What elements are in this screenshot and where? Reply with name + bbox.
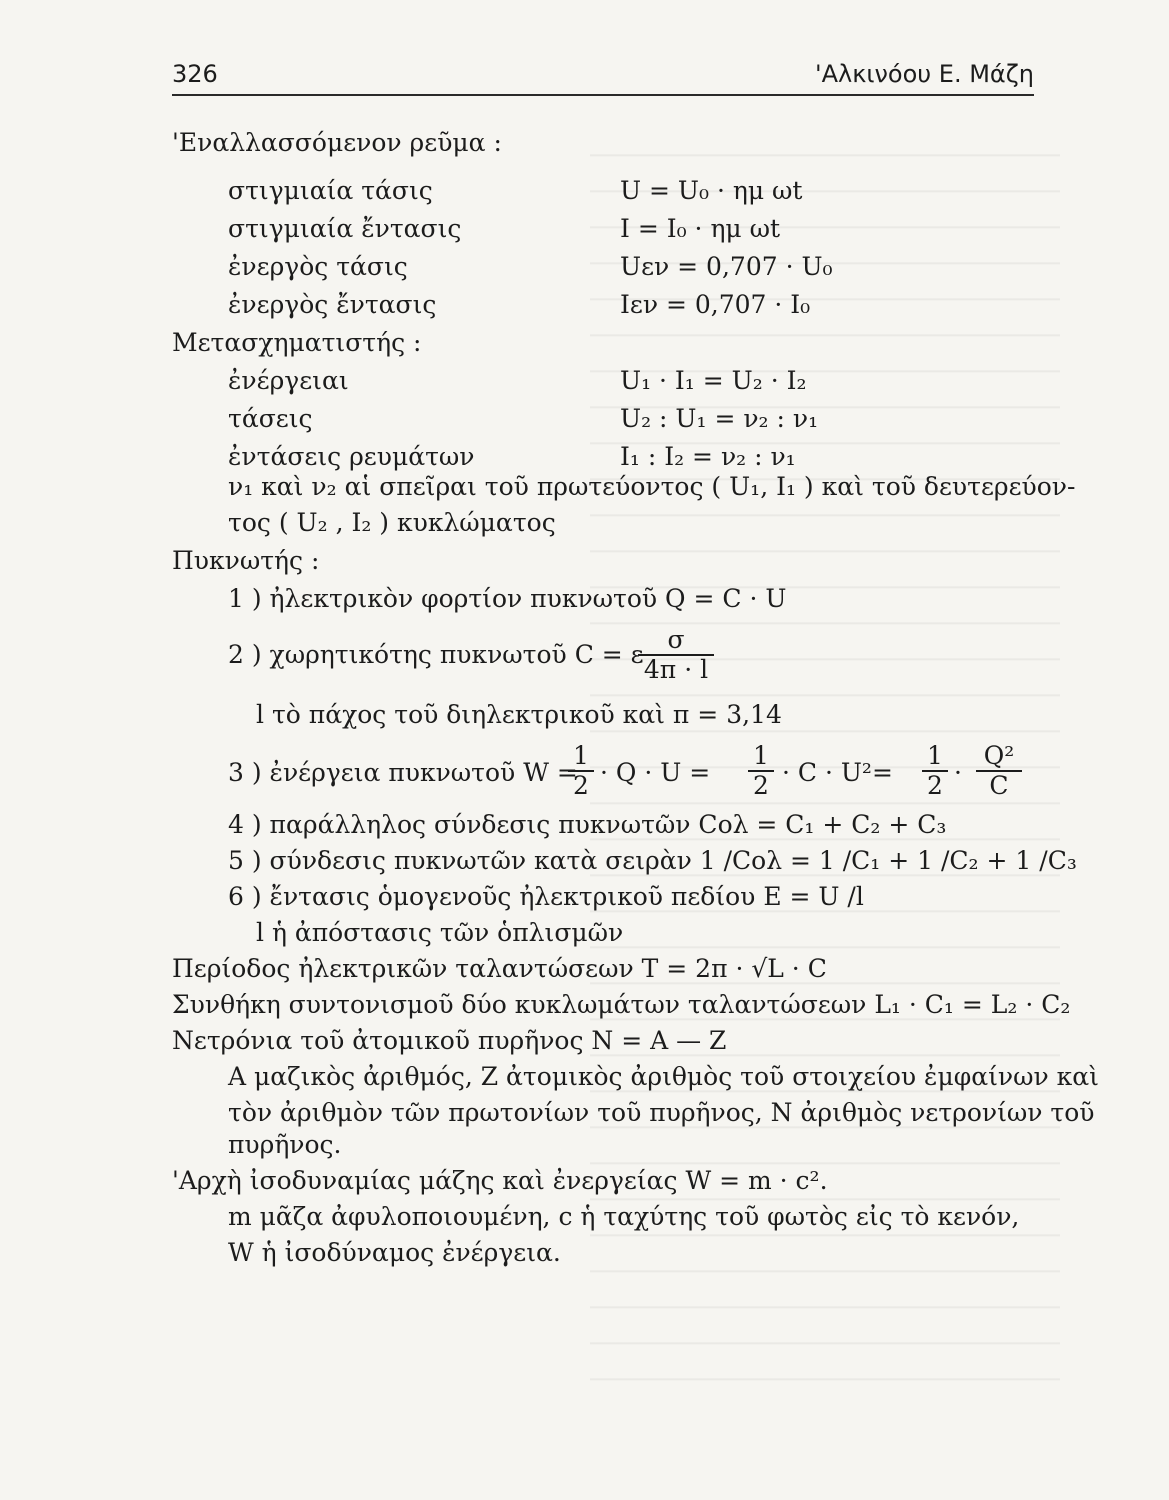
trans-note-line-1: ν₁ καὶ ν₂ αἱ σπεῖραι τοῦ πρωτεύοντος ( U₁, I₁ ) καὶ τοῦ δευτερεύον- xyxy=(228,472,1076,501)
cap-2-note: l τὸ πάχος τοῦ διηλεκτρικοῦ καὶ π = 3,14 xyxy=(256,700,782,729)
trans-label-2: τάσεις xyxy=(228,404,313,433)
cap-3-mid-2: · C · U²= xyxy=(782,758,893,787)
cap-3-frac-4-num: Q² xyxy=(983,741,1015,770)
ac-formula-1: U = U₀ · ημ ωt xyxy=(620,176,803,205)
cap-2-denominator: 4π · l xyxy=(638,654,714,684)
ac-label-1: στιγμιαία τάσις xyxy=(228,176,433,205)
ac-formula-2: I = I₀ · ημ ωt xyxy=(620,214,781,243)
neutrons-note-3: πυρῆνος. xyxy=(228,1130,342,1159)
equiv-note-2: W ἡ ἰσοδύναμος ἐνέργεια. xyxy=(228,1238,561,1267)
running-head: 'Αλκινόου Ε. Μάζη xyxy=(815,60,1034,88)
resonance-condition: Συνθήκη συντονισμοῦ δύο κυκλωμάτων ταλαντώσεων L₁ · C₁ = L₂ · C₂ xyxy=(172,990,1071,1019)
page-number: 326 xyxy=(172,60,218,88)
cap-3-frac-2-den: 2 xyxy=(748,770,774,800)
ac-label-4: ἐνεργὸς ἔντασις xyxy=(228,290,437,319)
trans-formula-3: I₁ : I₂ = ν₂ : ν₁ xyxy=(620,442,796,471)
cap-3-frac-1-den: 2 xyxy=(568,770,594,800)
trans-note-line-2: τος ( U₂ , I₂ ) κυκλώματος xyxy=(228,508,556,537)
trans-label-3: ἐντάσεις ρευμάτων xyxy=(228,442,475,471)
cap-3-frac-1-num: 1 xyxy=(573,741,589,770)
capacitor-title: Πυκνωτής : xyxy=(172,546,320,575)
cap-3-frac-4-den: C xyxy=(976,770,1022,800)
ac-formula-3: Uεν = 0,707 · U₀ xyxy=(620,252,833,281)
cap-3-frac-3-num: 1 xyxy=(927,741,943,770)
ac-title: 'Εναλλασσόμενον ρεῦμα : xyxy=(172,128,502,157)
cap-3-frac-2-num: 1 xyxy=(753,741,769,770)
trans-formula-1: U₁ · I₁ = U₂ · I₂ xyxy=(620,366,807,395)
neutrons-note-2: τὸν ἀριθμὸν τῶν πρωτονίων τοῦ πυρῆνος, N ἀριθμὸς νετρονίων τοῦ xyxy=(228,1098,1095,1127)
cap-3-frac-2 xyxy=(748,742,774,800)
cap-item-6: 6 ) ἔντασις ὁμογενοῦς ἠλεκτρικοῦ πεδίου E = U /l xyxy=(228,882,864,911)
cap-item-3-text: 3 ) ἐνέργεια πυκνωτοῦ W = xyxy=(228,758,578,787)
cap-2-fraction xyxy=(638,626,714,684)
neutrons-formula: Νετρόνια τοῦ ἀτομικοῦ πυρῆνος N = A — Z xyxy=(172,1026,727,1055)
cap-item-5: 5 ) σύνδεσις πυκνωτῶν κατὰ σειρὰν 1 /Cολ = 1 /C₁ + 1 /C₂ + 1 /C₃ xyxy=(228,846,1077,875)
oscillation-period: Περίοδος ἠλεκτρικῶν ταλαντώσεων T = 2π · √L · C xyxy=(172,954,827,983)
cap-3-frac-1 xyxy=(568,742,594,800)
cap-item-1: 1 ) ἠλεκτρικὸν φορτίον πυκνωτοῦ Q = C · U xyxy=(228,584,787,613)
cap-item-2-text: 2 ) χωρητικότης πυκνωτοῦ C = ε xyxy=(228,640,644,669)
ac-formula-4: Iεν = 0,707 · I₀ xyxy=(620,290,811,319)
cap-3-frac-3-den: 2 xyxy=(922,770,948,800)
ac-label-3: ἐνεργὸς τάσις xyxy=(228,252,408,281)
neutrons-note-1: A μαζικὸς ἀριθμός, Z ἀτομικὸς ἀριθμὸς τοῦ στοιχείου ἐμφαίνων καὶ xyxy=(228,1062,1099,1091)
trans-label-1: ἐνέργειαι xyxy=(228,366,349,395)
cap-6-note: l ἡ ἀπόστασις τῶν ὁπλισμῶν xyxy=(256,918,624,947)
cap-2-numerator: σ xyxy=(667,625,685,654)
ac-label-2: στιγμιαία ἔντασις xyxy=(228,214,462,243)
cap-3-mid-1: · Q · U = xyxy=(600,758,711,787)
cap-item-4: 4 ) παράλληλος σύνδεσις πυκνωτῶν Cολ = C₁ + C₂ + C₃ xyxy=(228,810,947,839)
transformer-title: Μετασχηματιστής : xyxy=(172,328,422,357)
page-header xyxy=(172,54,1034,96)
cap-3-frac-4 xyxy=(976,742,1022,800)
equiv-note-1: m μᾶζα ἀφυλοποιουμένη, c ἡ ταχύτης τοῦ φωτὸς εἰς τὸ κενόν, xyxy=(228,1202,1020,1231)
trans-formula-2: U₂ : U₁ = ν₂ : ν₁ xyxy=(620,404,819,433)
cap-3-dot: · xyxy=(954,758,962,787)
mass-energy-equivalence: 'Αρχὴ ἰσοδυναμίας μάζης καὶ ἐνεργείας W = m · c². xyxy=(172,1166,828,1195)
cap-3-frac-3 xyxy=(922,742,948,800)
